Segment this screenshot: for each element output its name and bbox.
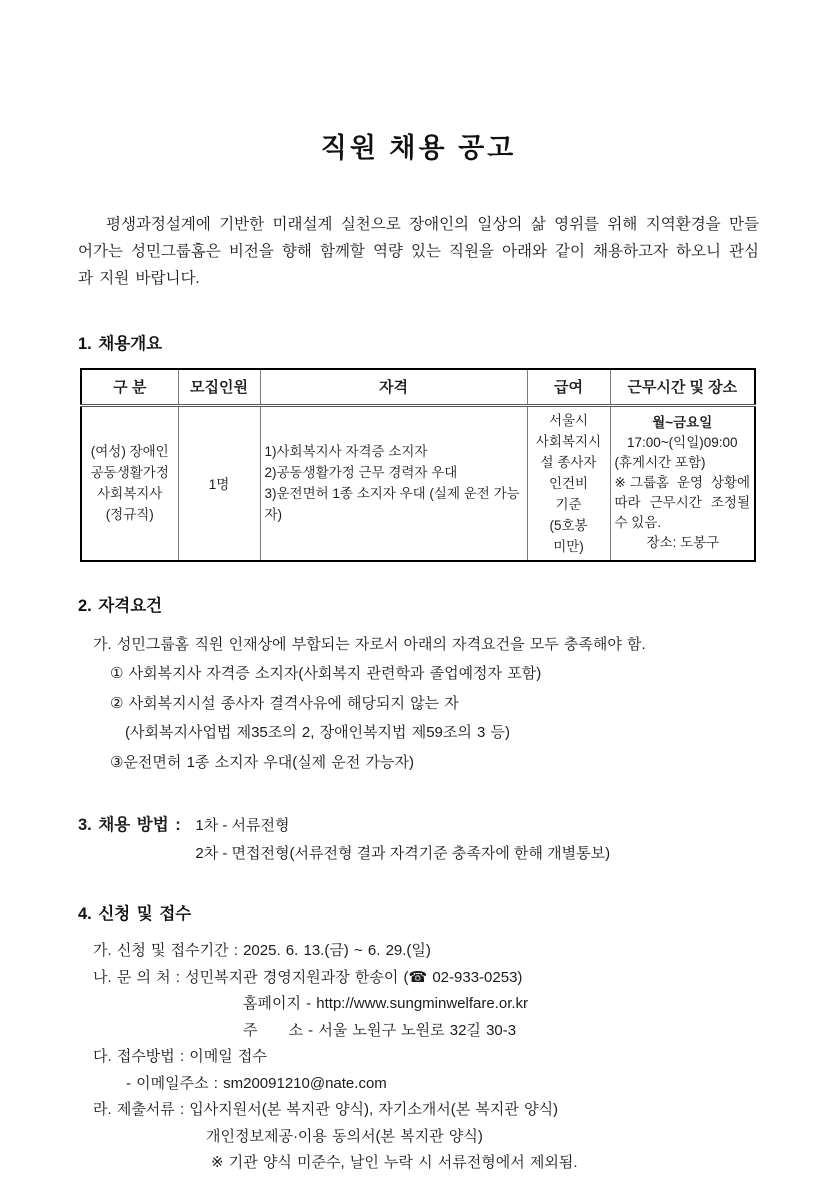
section4-heading: 4. 신청 및 접수 — [78, 905, 192, 923]
cell-salary — [527, 405, 610, 561]
apply-method: 다. 접수방법 : 이메일 접수 — [93, 1048, 267, 1065]
work-break-note: (휴게시간 포함) — [614, 455, 706, 470]
salary-line: 사회복지시 — [535, 433, 602, 449]
requirement-item: ① 사회복지사 자격증 소지자(사회복지 관련학과 졸업예정자 포함) — [110, 665, 542, 682]
requirement-item: ③운전면허 1종 소지자 우대(실제 운전 가능자) — [110, 753, 414, 771]
qualification-item: 1)사회복지사 자격증 소지자 — [264, 444, 428, 459]
salary-line: 인건비 — [548, 475, 589, 491]
category-line: (정규직) — [105, 507, 154, 522]
required-documents: 라. 제출서류 : 입사지원서(본 복지관 양식), 자기소개서(본 복지관 양식) — [93, 1101, 559, 1118]
required-documents-line2: 개인정보제공·이용 동의서(본 복지관 양식) — [206, 1127, 483, 1145]
section4-body — [78, 938, 759, 1177]
cell-category — [81, 405, 178, 561]
section3-content — [187, 811, 610, 868]
work-days: 월~금요일 — [652, 415, 713, 430]
apply-period: 가. 신청 및 접수기간 : 2025. 6. 13.(금) ~ 6. 29.(일) — [93, 942, 431, 959]
salary-line: 기준 — [555, 496, 582, 512]
section3-heading: 3. 채용 방법 : — [78, 816, 188, 834]
cell-qualifications — [260, 405, 527, 561]
table-row — [81, 405, 755, 561]
salary-line: 설 종사자 — [540, 454, 597, 470]
section3-recruit-method — [78, 811, 759, 868]
intro-line: 평생과정설계에 기반한 미래설계 실천으로 장애인의 일상의 삶 영위를 위해 지역환경을 만들 — [106, 216, 759, 233]
address-line: 주 소 - 서울 노원구 노원로 32길 30-3 — [243, 1021, 517, 1039]
cell-headcount: 1명 — [178, 405, 260, 561]
recruitment-overview-table — [80, 368, 756, 562]
qualification-item: 2)공동생활가정 근무 경력자 우대 — [264, 465, 458, 480]
exclusion-note: ※ 기관 양식 미준수, 날인 누락 시 서류전형에서 제외됨. — [211, 1154, 578, 1171]
intro-paragraph — [78, 211, 759, 292]
salary-line: 미만) — [553, 538, 584, 554]
category-line: (여성) 장애인 — [90, 444, 169, 459]
section2-heading: 2. 자격요건 — [78, 596, 163, 615]
requirement-item: 가. 성민그룹홈 직원 인재상에 부합되는 자로서 아래의 자격요건을 모두 충족해야 함. — [93, 635, 646, 653]
work-hours: 17:00~(익일)09:00 — [626, 435, 738, 450]
homepage-line: 홈페이지 - http://www.sungminwelfare.or.kr — [243, 995, 529, 1012]
salary-line: (5호봉 — [549, 517, 588, 533]
method-step: 1차 - 서류전형 — [195, 817, 290, 834]
cell-worktime-place — [610, 405, 755, 561]
header-headcount: 모집인원 — [178, 369, 260, 405]
work-adjust-note: ※그룹홈 운영 상황에 따라 근무시간 조정될 수 있음. — [614, 475, 750, 530]
contact-info: 나. 문 의 처 : 성민복지관 경영지원과장 한송이 (☎ 02-933-0253) — [93, 968, 523, 986]
section1-heading: 1. 채용개요 — [78, 335, 163, 353]
category-line: 사회복지사 — [97, 486, 163, 501]
intro-line: 과 지원 바랍니다. — [78, 270, 200, 287]
header-qualification: 자격 — [260, 369, 527, 405]
requirement-item: ② 사회복지시설 종사자 결격사유에 해당되지 않는 자 — [110, 694, 459, 712]
qualification-item: 3)운전면허 1종 소지자 우대 (실제 운전 가능자) — [264, 486, 520, 522]
section2-body — [78, 630, 759, 778]
header-worktime-place: 근무시간 및 장소 — [610, 369, 755, 405]
header-salary: 급여 — [527, 369, 610, 405]
page-title: 직원 채용 공고 — [320, 133, 517, 163]
email-line: - 이메일주소 : sm20091210@nate.com — [126, 1074, 387, 1092]
requirement-item: (사회복지사업법 제35조의 2, 장애인복지법 제59조의 3 등) — [125, 724, 511, 741]
method-step: 2차 - 면접전형(서류전형 결과 자격기준 충족자에 한해 개별통보) — [195, 845, 611, 862]
salary-line: 서울시 — [548, 412, 589, 428]
header-category: 구 분 — [81, 369, 178, 405]
work-place: 장소: 도봉구 — [646, 535, 720, 550]
intro-line: 어가는 성민그룹홈은 비전을 향해 함께할 역량 있는 직원을 아래와 같이 채용하고자 하오니 관심 — [78, 243, 759, 260]
table-header-row — [81, 369, 755, 405]
category-line: 공동생활가정 — [90, 465, 169, 480]
